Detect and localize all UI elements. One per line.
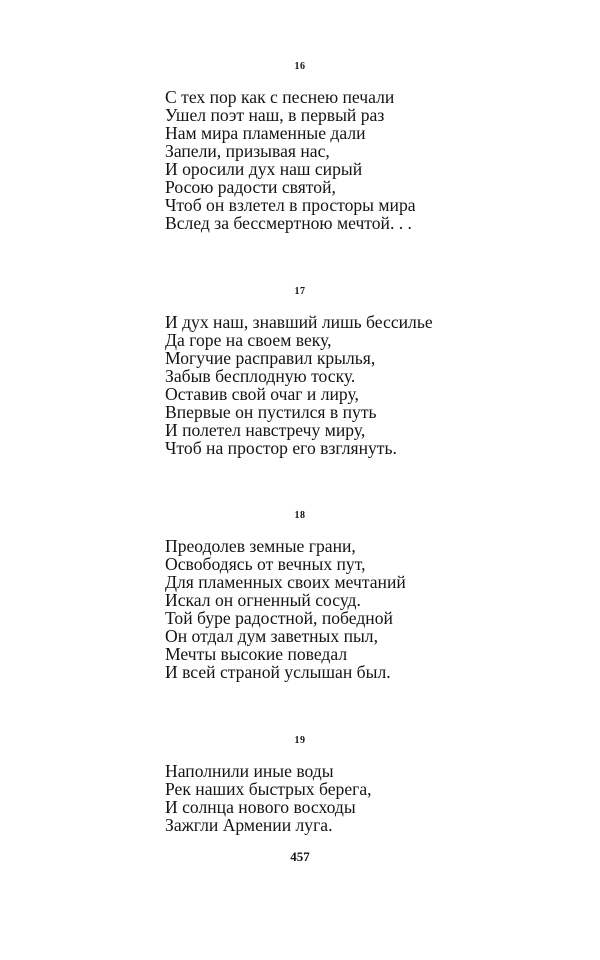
poem-line: Преодолев земные грани, [165, 536, 356, 556]
stanza-number-19: 19 [294, 735, 306, 746]
poem-line: С тех пор как с песнею печали [165, 87, 395, 107]
poem-line: Вслед за бессмертною мечтой. . . [165, 213, 412, 233]
stanza-number-17: 17 [294, 286, 306, 297]
poem-line: Запели, призывая нас, [165, 141, 330, 161]
stanza-number-16: 16 [294, 61, 306, 72]
stanza-16 [165, 88, 416, 232]
poem-line: Мечты высокие поведал [165, 644, 348, 664]
poem-line: И всей страной услышан был. [165, 662, 391, 682]
poem-line: Впервые он пустился в путь [165, 402, 377, 422]
poem-line: Нам мира пламенные дали [165, 123, 366, 143]
page-number: 457 [290, 849, 310, 864]
poem-line: Он отдал дум заветных пыл, [165, 626, 378, 646]
poem-line: И дух наш, знавший лишь бессилье [165, 312, 433, 332]
poem-line: Рек наших быстрых берега, [165, 779, 372, 799]
poem-line: Наполнили иные воды [165, 761, 334, 781]
poem-line: Освободясь от вечных пут, [165, 554, 366, 574]
stanza-17 [165, 313, 433, 457]
poem-line: И оросили дух наш сирый [165, 159, 363, 179]
poem-line: Искал он огненный сосуд. [165, 590, 361, 610]
poem-line: И солнца нового восходы [165, 797, 356, 817]
poem-line: Зажгли Армении луга. [165, 815, 333, 835]
poem-line: Той буре радостной, победной [165, 608, 393, 628]
poem-line: Росою радости святой, [165, 177, 336, 197]
poem-line: Да горе на своем веку, [165, 330, 332, 350]
poem-line: Оставив свой очаг и лиру, [165, 384, 359, 404]
poem-line: Чтоб он взлетел в просторы мира [165, 195, 416, 215]
poem-line: Для пламенных своих мечтаний [165, 572, 406, 592]
poem-line: Чтоб на простор его взглянуть. [165, 438, 397, 458]
stanza-19 [165, 762, 372, 834]
stanza-number-18: 18 [294, 510, 306, 521]
stanza-18 [165, 537, 406, 681]
poem-line: Могучие расправил крылья, [165, 348, 376, 368]
poem-line: Ушел поэт наш, в первый раз [165, 105, 385, 125]
poem-line: И полетел навстречу миру, [165, 420, 366, 440]
poem-line: Забыв бесплодную тоску. [165, 366, 356, 386]
